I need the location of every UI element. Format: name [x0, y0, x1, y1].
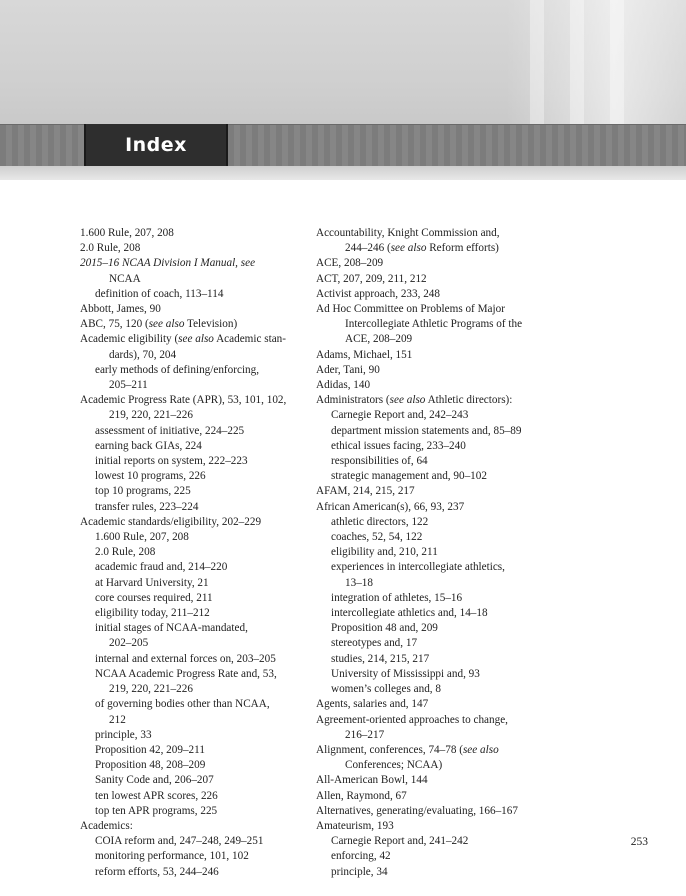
index-subentry: earning back GIAs, 224: [95, 439, 202, 452]
index-subentry: early methods of defining/enforcing,: [95, 363, 260, 376]
banner-stripe: [530, 0, 544, 124]
index-subentry: integration of athletes, 15–16: [331, 591, 463, 604]
index-subentry: women’s colleges and, 8: [331, 683, 441, 696]
index-entry-continuation: dards), 70, 204: [109, 348, 177, 361]
index-subentry: top 10 programs, 225: [95, 485, 191, 498]
index-entry: Alignment, conferences, 74–78 (see also: [316, 743, 499, 756]
index-subentry: core courses required, 211: [95, 591, 213, 604]
index-column-right: [316, 226, 531, 880]
index-subentry: Proposition 48 and, 209: [331, 622, 438, 635]
index-entry-continuation: 244–246 (see also Reform efforts): [345, 242, 499, 255]
index-entry: Adams, Michael, 151: [316, 348, 413, 361]
index-subentry: lowest 10 programs, 226: [95, 470, 206, 483]
index-entry: Accountability, Knight Commission and,: [316, 227, 500, 239]
banner-stripe: [610, 0, 624, 124]
index-entry: Allen, Raymond, 67: [316, 789, 407, 802]
chapter-title-box: [84, 124, 228, 166]
index-subentry: transfer rules, 223–224: [95, 500, 199, 513]
index-subentry: intercollegiate athletics and, 14–18: [331, 607, 488, 620]
index-entry: 2.0 Rule, 208: [80, 242, 141, 255]
index-subentry: Sanity Code and, 206–207: [95, 774, 214, 787]
index-entry: Academic eligibility (see also Academic stan-: [80, 333, 286, 346]
index-subentry: 1.600 Rule, 207, 208: [95, 531, 189, 544]
index-subentry: top ten APR programs, 225: [95, 804, 218, 817]
index-entry-continuation: Intercollegiate Athletic Programs of the: [345, 318, 523, 331]
index-subentry: strategic management and, 90–102: [331, 470, 487, 483]
index-subentry: department mission statements and, 85–89: [331, 424, 522, 437]
index-subentry: principle, 34: [331, 865, 388, 878]
index-entry-continuation: 216–217: [345, 728, 385, 741]
index-subentry: enforcing, 42: [331, 850, 391, 863]
index-subentry: at Harvard University, 21: [95, 576, 209, 589]
index-entry: Ader, Tani, 90: [316, 363, 380, 376]
index-entry: 1.600 Rule, 207, 208: [80, 227, 174, 239]
index-subentry: stereotypes and, 17: [331, 637, 418, 650]
page-title: Index: [125, 134, 187, 156]
index-subentry: principle, 33: [95, 728, 152, 741]
index-subentry: reform efforts, 53, 244–246: [95, 865, 219, 878]
index-subentry: athletic directors, 122: [331, 515, 429, 528]
index-entry-continuation: 202–205: [109, 637, 149, 650]
index-subentry: studies, 214, 215, 217: [331, 652, 430, 665]
index-entry: 2015–16 NCAA Division I Manual, see: [80, 257, 256, 270]
index-entry: Academics:: [80, 819, 133, 832]
index-subentry: Carnegie Report and, 242–243: [331, 409, 469, 422]
index-entry-continuation: 205–211: [109, 379, 148, 392]
index-entry: African American(s), 66, 93, 237: [316, 500, 465, 513]
page-number: 253: [630, 836, 648, 848]
index-entry: ABC, 75, 120 (see also Television): [80, 318, 238, 331]
index-entry-continuation: Conferences; NCAA): [345, 759, 443, 772]
index-subentry: Proposition 48, 208–209: [95, 759, 206, 772]
index-subentry: initial reports on system, 222–223: [95, 455, 248, 468]
index-subentry: University of Mississippi and, 93: [331, 667, 480, 680]
index-entry: Academic standards/eligibility, 202–229: [80, 515, 262, 528]
index-subentry: initial stages of NCAA-mandated,: [95, 622, 248, 635]
index-entry: All-American Bowl, 144: [316, 774, 428, 787]
index-subentry: coaches, 52, 54, 122: [331, 531, 423, 544]
index-entry-continuation: 212: [109, 713, 126, 726]
index-entry: Administrators (see also Athletic directors):: [316, 394, 513, 407]
index-subentry: responsibilities of, 64: [331, 455, 428, 468]
index-entry-continuation: ACE, 208–209: [345, 333, 413, 346]
index-subentry: COIA reform and, 247–248, 249–251: [95, 835, 264, 848]
index-subentry: monitoring performance, 101, 102: [95, 850, 249, 863]
index-entry: Academic Progress Rate (APR), 53, 101, 102,: [80, 394, 287, 407]
index-entry: Adidas, 140: [316, 379, 371, 392]
index-entry: Alternatives, generating/evaluating, 166–167: [316, 804, 518, 817]
index-subentry: ten lowest APR scores, 226: [95, 789, 218, 802]
header-band-shadow: [0, 166, 686, 180]
index-entry-continuation: NCAA: [109, 272, 141, 285]
index-entry: AFAM, 214, 215, 217: [316, 485, 415, 498]
index-entry: ACT, 207, 209, 211, 212: [316, 272, 427, 285]
index-subentry: internal and external forces on, 203–205: [95, 652, 276, 665]
index-subentry: ethical issues facing, 233–240: [331, 439, 466, 452]
index-subentry: Carnegie Report and, 241–242: [331, 835, 469, 848]
index-entry: Ad Hoc Committee on Problems of Major: [316, 303, 505, 316]
index-entry: Abbott, James, 90: [80, 303, 161, 316]
index-entry-continuation: 219, 220, 221–226: [109, 683, 193, 696]
index-subentry: academic fraud and, 214–220: [95, 561, 228, 574]
index-subentry: definition of coach, 113–114: [95, 287, 224, 300]
banner-stripe: [570, 0, 584, 124]
index-subentry: eligibility and, 210, 211: [331, 546, 438, 559]
index-entry: ACE, 208–209: [316, 257, 384, 270]
index-entry: Agreement-oriented approaches to change,: [316, 713, 508, 726]
index-entry: Amateurism, 193: [316, 819, 394, 832]
index-subentry: 2.0 Rule, 208: [95, 546, 156, 559]
index-subentry: eligibility today, 211–212: [95, 607, 210, 620]
header-banner: [0, 0, 686, 124]
index-subentry: NCAA Academic Progress Rate and, 53,: [95, 667, 277, 680]
index-subentry: experiences in intercollegiate athletics,: [331, 561, 505, 574]
index-entry: Activist approach, 233, 248: [316, 287, 440, 300]
index-entry: Agents, salaries and, 147: [316, 698, 429, 711]
index-column-left: [80, 226, 295, 880]
index-entry-continuation: 219, 220, 221–226: [109, 409, 193, 422]
index-subentry: Proposition 42, 209–211: [95, 743, 205, 756]
index-entry-continuation: 13–18: [345, 576, 373, 589]
index-subentry: of governing bodies other than NCAA,: [95, 698, 270, 711]
index-subentry: assessment of initiative, 224–225: [95, 424, 245, 437]
